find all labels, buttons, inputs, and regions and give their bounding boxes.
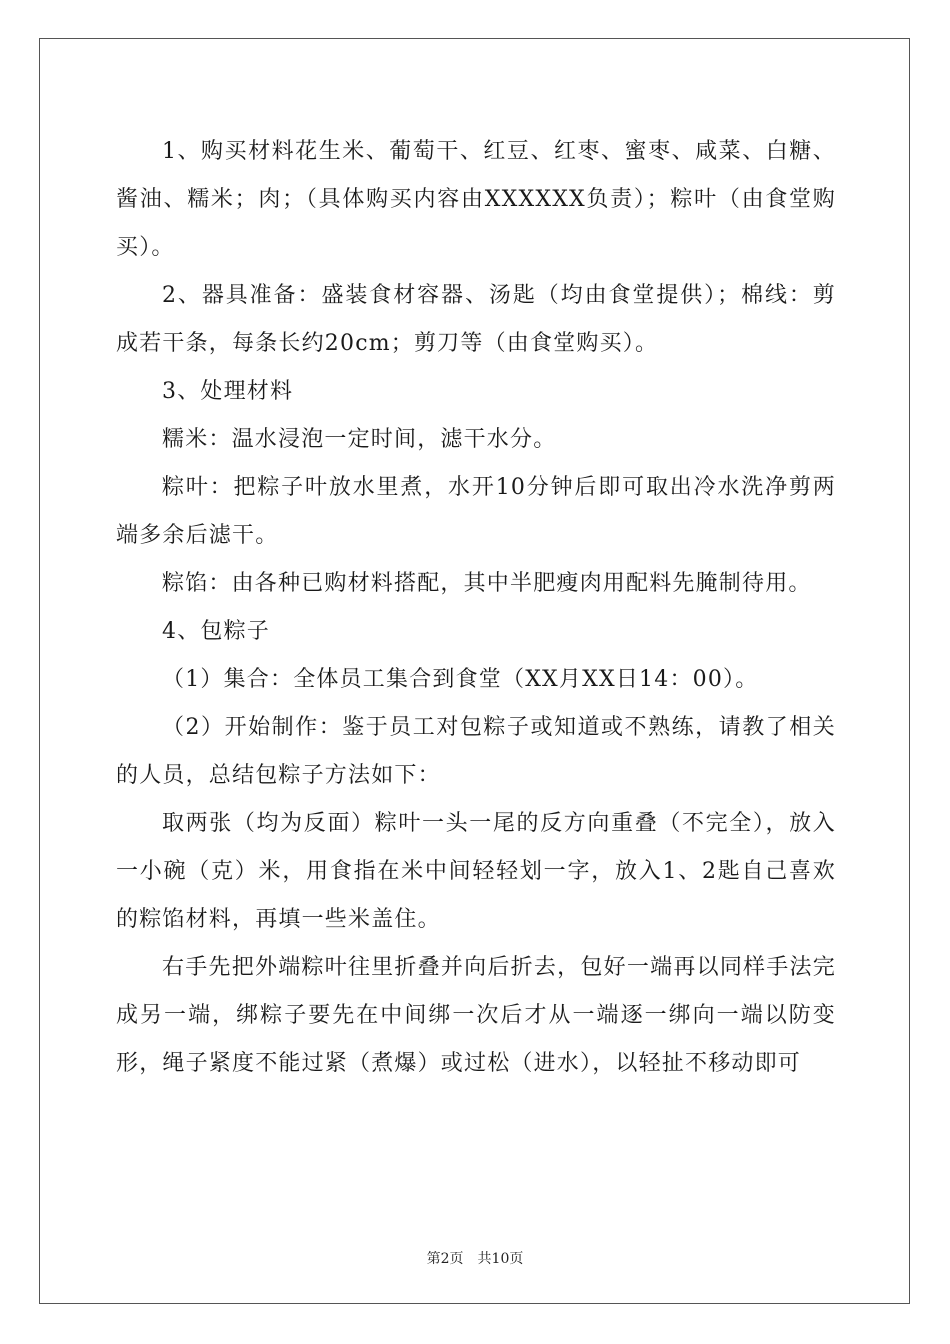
paragraph-prepare-utensils: 2、器具准备：盛装食材容器、汤匙（均由食堂提供）；棉线：剪成若干条，每条长约20cm；剪刀等（由食堂购买）。 — [116, 283, 836, 356]
heading-wrap-zongzi: 4、包粽子 — [162, 619, 270, 644]
document-body — [116, 128, 836, 1088]
paragraph-glutinous-rice: 糯米：温水浸泡一定时间，滤干水分。 — [162, 427, 557, 452]
paragraph-start-making: （2）开始制作：鉴于员工对包粽子或知道或不熟练，请教了相关的人员，总结包粽子方法如下： — [116, 715, 836, 788]
page-footer — [0, 1248, 950, 1268]
heading-process-materials: 3、处理材料 — [162, 379, 294, 404]
total-pages: 共10页 — [477, 1251, 524, 1267]
paragraph-zongzi-filling: 粽馅：由各种已购材料搭配，其中半肥瘦肉用配料先腌制待用。 — [162, 571, 812, 596]
paragraph-wrapping-step-1: 取两张（均为反面）粽叶一头一尾的反方向重叠（不完全），放入一小碗（克）米，用食指在米中间轻轻划一字，放入1、2匙自己喜欢的粽馅材料，再填一些米盖住。 — [116, 811, 836, 932]
page-number: 第2页 — [426, 1251, 464, 1267]
paragraph-zongzi-leaves: 粽叶：把粽子叶放水里煮，水开10分钟后即可取出冷水洗净剪两端多余后滤干。 — [116, 475, 836, 548]
paragraph-wrapping-step-2: 右手先把外端粽叶往里折叠并向后折去，包好一端再以同样手法完成另一端，绑粽子要先在中间绑一次后才从一端逐一绑向一端以防变形，绳子紧度不能过紧（煮爆）或过松（进水），以轻扯不移动即可 — [116, 955, 836, 1076]
paragraph-gather: （1）集合：全体员工集合到食堂（XX月XX日14：00）。 — [162, 667, 759, 692]
paragraph-purchase-materials: 1、购买材料花生米、葡萄干、红豆、红枣、蜜枣、咸菜、白糖、酱油、糯米；肉；（具体购买内容由XXXXXX负责）；粽叶（由食堂购买）。 — [116, 139, 836, 260]
